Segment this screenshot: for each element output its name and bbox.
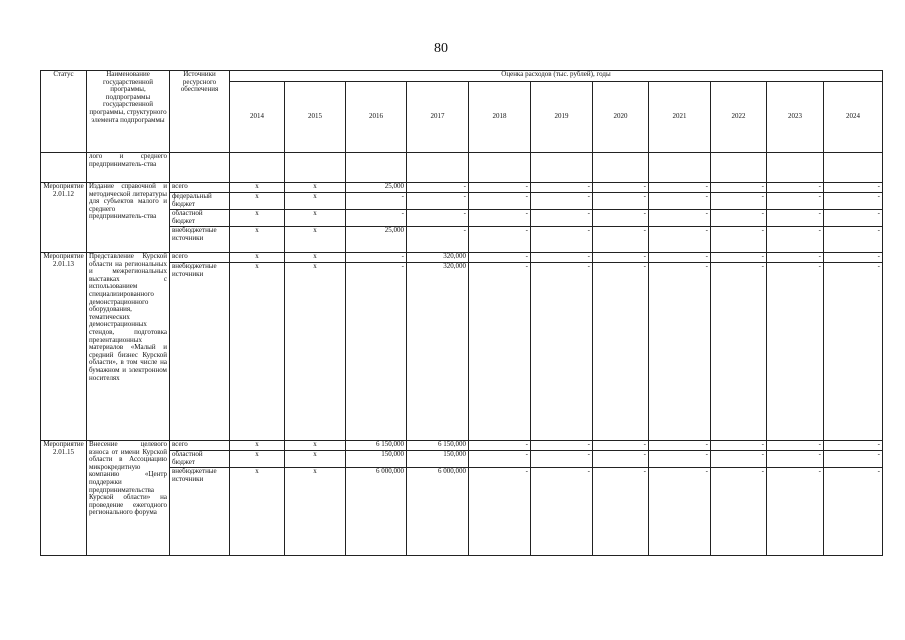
measure-name-cell: Представление Курской области на региональных и межрегиональных выставках с использованием специализированного демонстрационного оборудования, тематических демонстрационных стендов, подготовка презентационных материалов «Малый и средний бизнес Курской области», в том числе на бумажном и электронном носителях bbox=[87, 253, 170, 441]
source-cell: внебюджетные источники bbox=[170, 227, 230, 253]
value-cell: - bbox=[711, 253, 767, 263]
value-cell: - bbox=[469, 441, 531, 451]
value-cell: x bbox=[230, 468, 285, 556]
value-cell: - bbox=[824, 441, 883, 451]
value-cell: 150,000 bbox=[407, 451, 469, 468]
header-year: 2016 bbox=[346, 82, 407, 153]
value-cell: - bbox=[649, 193, 711, 210]
value-cell: - bbox=[407, 227, 469, 253]
continuation-name: лого и среднего предприниматель-ства bbox=[87, 153, 170, 183]
value-cell: - bbox=[649, 183, 711, 193]
value-cell: 6 150,000 bbox=[346, 441, 407, 451]
value-cell: - bbox=[531, 183, 593, 193]
value-cell: - bbox=[593, 193, 649, 210]
value-cell: - bbox=[649, 451, 711, 468]
value-cell: - bbox=[593, 183, 649, 193]
value-cell: - bbox=[407, 183, 469, 193]
value-cell: - bbox=[531, 253, 593, 263]
value-cell: - bbox=[767, 451, 824, 468]
value-cell: - bbox=[531, 210, 593, 227]
header-year: 2022 bbox=[711, 82, 767, 153]
value-cell: - bbox=[824, 193, 883, 210]
value-cell: - bbox=[767, 227, 824, 253]
measure-name-cell: Внесение целевого взноса от имени Курской области в Ассоциацию микрокредитную компанию «Центр поддержки предпринимательства Курской области» на проведение ежегодного регионального форума bbox=[87, 441, 170, 556]
header-sources: Источники ресурсного обеспечения bbox=[170, 71, 230, 153]
source-cell: внебюджетные источники bbox=[170, 263, 230, 441]
value-cell: - bbox=[346, 263, 407, 441]
value-cell: - bbox=[767, 183, 824, 193]
value-cell: - bbox=[649, 468, 711, 556]
value-cell: x bbox=[285, 451, 346, 468]
value-cell: - bbox=[469, 451, 531, 468]
value-cell: - bbox=[711, 183, 767, 193]
value-cell: - bbox=[711, 451, 767, 468]
header-status: Статус bbox=[41, 71, 87, 153]
status-cell: Мероприятие 2.01.12 bbox=[41, 183, 87, 253]
value-cell: - bbox=[469, 263, 531, 441]
value-cell: - bbox=[346, 193, 407, 210]
value-cell: x bbox=[230, 183, 285, 193]
value-cell: - bbox=[531, 263, 593, 441]
value-cell: - bbox=[469, 193, 531, 210]
value-cell: x bbox=[230, 451, 285, 468]
value-cell: - bbox=[824, 263, 883, 441]
source-cell: федеральный бюджет bbox=[170, 193, 230, 210]
value-cell: x bbox=[285, 227, 346, 253]
header-name: Наименование государственной программы, подпрограммы государственной программы, структурного элемента подпрограммы bbox=[87, 71, 170, 153]
table-row bbox=[41, 441, 883, 451]
value-cell: - bbox=[531, 227, 593, 253]
value-cell: - bbox=[346, 253, 407, 263]
value-cell: - bbox=[711, 193, 767, 210]
page-number: 80 bbox=[434, 41, 448, 56]
value-cell: x bbox=[230, 210, 285, 227]
value-cell: x bbox=[285, 183, 346, 193]
value-cell: - bbox=[649, 227, 711, 253]
value-cell: - bbox=[767, 441, 824, 451]
value-cell: 320,000 bbox=[407, 253, 469, 263]
value-cell: - bbox=[711, 263, 767, 441]
value-cell: x bbox=[285, 210, 346, 227]
value-cell: x bbox=[285, 253, 346, 263]
header-year: 2015 bbox=[285, 82, 346, 153]
value-cell: - bbox=[593, 210, 649, 227]
value-cell: - bbox=[469, 183, 531, 193]
value-cell: - bbox=[767, 210, 824, 227]
continuation-row bbox=[41, 153, 883, 183]
table-row bbox=[41, 253, 883, 263]
status-cell: Мероприятие 2.01.13 bbox=[41, 253, 87, 441]
value-cell: - bbox=[531, 451, 593, 468]
value-cell: 320,000 bbox=[407, 263, 469, 441]
value-cell: x bbox=[230, 441, 285, 451]
value-cell: - bbox=[531, 441, 593, 451]
value-cell: - bbox=[824, 210, 883, 227]
value-cell: - bbox=[824, 451, 883, 468]
source-cell: внебюджетные источники bbox=[170, 468, 230, 556]
source-cell: всего bbox=[170, 183, 230, 193]
expenses-table bbox=[40, 70, 883, 556]
header-estimate: Оценка расходов (тыс. рублей), годы bbox=[230, 71, 883, 82]
header-year: 2024 bbox=[824, 82, 883, 153]
value-cell: 6 000,000 bbox=[407, 468, 469, 556]
value-cell: - bbox=[711, 468, 767, 556]
value-cell: - bbox=[469, 210, 531, 227]
measure-name-cell: Издание справочной и методической литературы для субъектов малого и среднего предприниматель-ства bbox=[87, 183, 170, 253]
value-cell: - bbox=[711, 210, 767, 227]
value-cell: - bbox=[649, 263, 711, 441]
value-cell: - bbox=[711, 441, 767, 451]
value-cell: - bbox=[711, 227, 767, 253]
value-cell: 6 150,000 bbox=[407, 441, 469, 451]
value-cell: - bbox=[649, 253, 711, 263]
value-cell: x bbox=[230, 253, 285, 263]
value-cell: - bbox=[469, 253, 531, 263]
value-cell: x bbox=[285, 468, 346, 556]
value-cell: - bbox=[649, 441, 711, 451]
header-year: 2019 bbox=[531, 82, 593, 153]
value-cell: 25,000 bbox=[346, 227, 407, 253]
value-cell: - bbox=[593, 263, 649, 441]
source-cell: всего bbox=[170, 253, 230, 263]
value-cell: - bbox=[767, 263, 824, 441]
table-row bbox=[41, 183, 883, 193]
value-cell: - bbox=[824, 183, 883, 193]
value-cell: x bbox=[285, 441, 346, 451]
value-cell: x bbox=[230, 227, 285, 253]
value-cell: - bbox=[593, 253, 649, 263]
value-cell: x bbox=[230, 263, 285, 441]
value-cell: - bbox=[593, 441, 649, 451]
value-cell: - bbox=[649, 210, 711, 227]
value-cell: - bbox=[824, 468, 883, 556]
header-year: 2014 bbox=[230, 82, 285, 153]
value-cell: 25,000 bbox=[346, 183, 407, 193]
value-cell: 150,000 bbox=[346, 451, 407, 468]
header-year: 2020 bbox=[593, 82, 649, 153]
header-year: 2017 bbox=[407, 82, 469, 153]
value-cell: x bbox=[230, 193, 285, 210]
value-cell: - bbox=[767, 193, 824, 210]
value-cell: - bbox=[407, 210, 469, 227]
value-cell: - bbox=[346, 210, 407, 227]
value-cell: x bbox=[285, 193, 346, 210]
value-cell: x bbox=[285, 263, 346, 441]
header-year: 2023 bbox=[767, 82, 824, 153]
source-cell: всего bbox=[170, 441, 230, 451]
header-year: 2021 bbox=[649, 82, 711, 153]
value-cell: - bbox=[593, 227, 649, 253]
value-cell: - bbox=[824, 253, 883, 263]
header-year: 2018 bbox=[469, 82, 531, 153]
table-body bbox=[41, 183, 883, 556]
value-cell: - bbox=[824, 227, 883, 253]
value-cell: - bbox=[531, 193, 593, 210]
value-cell: - bbox=[767, 468, 824, 556]
value-cell: - bbox=[469, 227, 531, 253]
value-cell: - bbox=[593, 451, 649, 468]
status-cell: Мероприятие 2.01.15 bbox=[41, 441, 87, 556]
value-cell: 6 000,000 bbox=[346, 468, 407, 556]
value-cell: - bbox=[767, 253, 824, 263]
value-cell: - bbox=[531, 468, 593, 556]
source-cell: областной бюджет bbox=[170, 451, 230, 468]
value-cell: - bbox=[469, 468, 531, 556]
value-cell: - bbox=[407, 193, 469, 210]
source-cell: областной бюджет bbox=[170, 210, 230, 227]
value-cell: - bbox=[593, 468, 649, 556]
